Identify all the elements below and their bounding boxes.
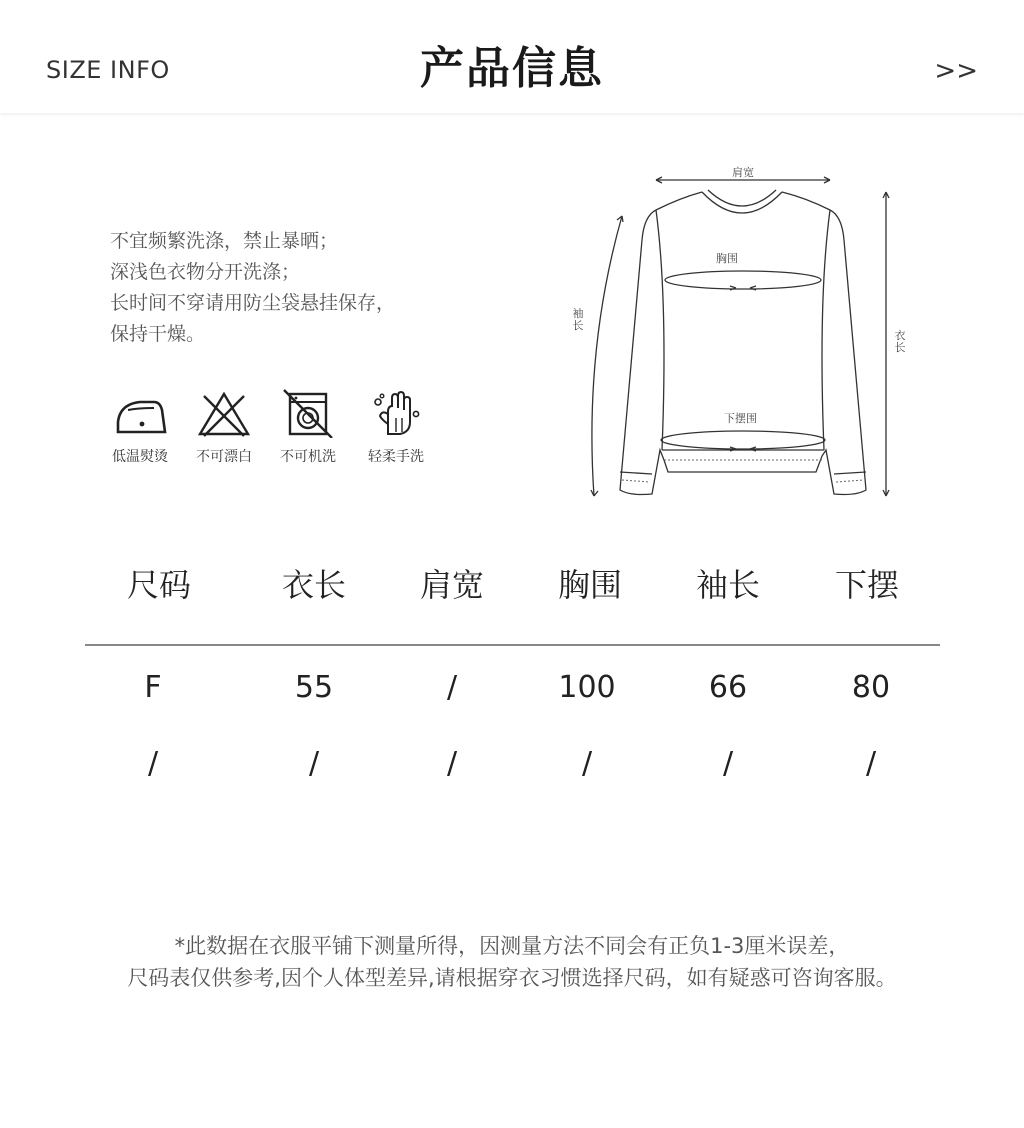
table-row xyxy=(85,732,940,792)
page-header xyxy=(0,0,1024,113)
care-label: 轻柔手洗 xyxy=(368,449,424,465)
sweater-outline xyxy=(560,150,920,520)
table-cell: / xyxy=(147,746,159,781)
length-label: 衣 长 xyxy=(894,329,906,354)
care-line: 保持干燥。 xyxy=(110,323,206,345)
care-label: 不可漂白 xyxy=(196,449,252,465)
measurement-note xyxy=(0,930,1024,994)
sleeve-label: 袖 长 xyxy=(572,307,584,332)
table-cell: / xyxy=(865,746,877,781)
care-line: 长时间不穿请用防尘袋悬挂保存， xyxy=(110,292,396,314)
hand-wash-icon xyxy=(366,388,426,438)
table-cell: / xyxy=(308,746,320,781)
table-row xyxy=(85,646,940,732)
page-title: 产品信息 xyxy=(420,43,604,94)
low-iron-icon xyxy=(110,388,170,438)
header-sleeve: 袖长 xyxy=(695,566,760,604)
care-item-no-bleach xyxy=(184,388,264,466)
size-info-label: SIZE INFO xyxy=(46,56,170,84)
table-cell: 100 xyxy=(558,670,616,705)
size-table xyxy=(85,548,940,792)
next-arrow-button[interactable]: >> xyxy=(934,56,978,86)
table-cell: 80 xyxy=(851,670,891,705)
care-label: 低温熨烫 xyxy=(112,449,168,465)
care-line: 深浅色衣物分开洗涤； xyxy=(110,261,301,283)
hem-label: 下摆围 xyxy=(724,412,757,425)
no-machine-wash-icon xyxy=(278,388,338,438)
care-line: 不宜频繁洗涤，禁止暴晒； xyxy=(110,230,339,252)
table-cell: 66 xyxy=(708,670,748,705)
table-cell: 55 xyxy=(294,670,334,705)
table-cell: / xyxy=(581,746,593,781)
table-header xyxy=(85,548,940,646)
chest-label: 胸围 xyxy=(716,252,738,265)
table-cell: / xyxy=(722,746,734,781)
no-bleach-icon xyxy=(194,388,254,438)
care-item-no-machine-wash xyxy=(268,388,348,466)
table-cell: F xyxy=(144,670,162,705)
note-line: *此数据在衣服平铺下测量所得，因测量方法不同会有正负1-3厘米误差， xyxy=(174,934,850,958)
care-item-hand-wash xyxy=(356,388,436,466)
header-shoulder: 肩宽 xyxy=(419,566,484,604)
shoulder-label: 肩宽 xyxy=(732,166,754,179)
header-length: 衣长 xyxy=(281,566,346,604)
table-cell: / xyxy=(446,670,458,705)
sweater-measurement-diagram xyxy=(560,150,920,520)
care-instructions xyxy=(110,226,470,350)
header-hem: 下摆 xyxy=(834,566,899,604)
care-item-low-iron xyxy=(100,388,180,466)
header-chest: 胸围 xyxy=(557,566,622,604)
care-label: 不可机洗 xyxy=(280,449,336,465)
note-line: 尺码表仅供参考,因个人体型差异,请根据穿衣习惯选择尺码，如有疑惑可咨询客服。 xyxy=(127,966,897,990)
table-cell: / xyxy=(446,746,458,781)
header-size: 尺码 xyxy=(126,566,191,604)
